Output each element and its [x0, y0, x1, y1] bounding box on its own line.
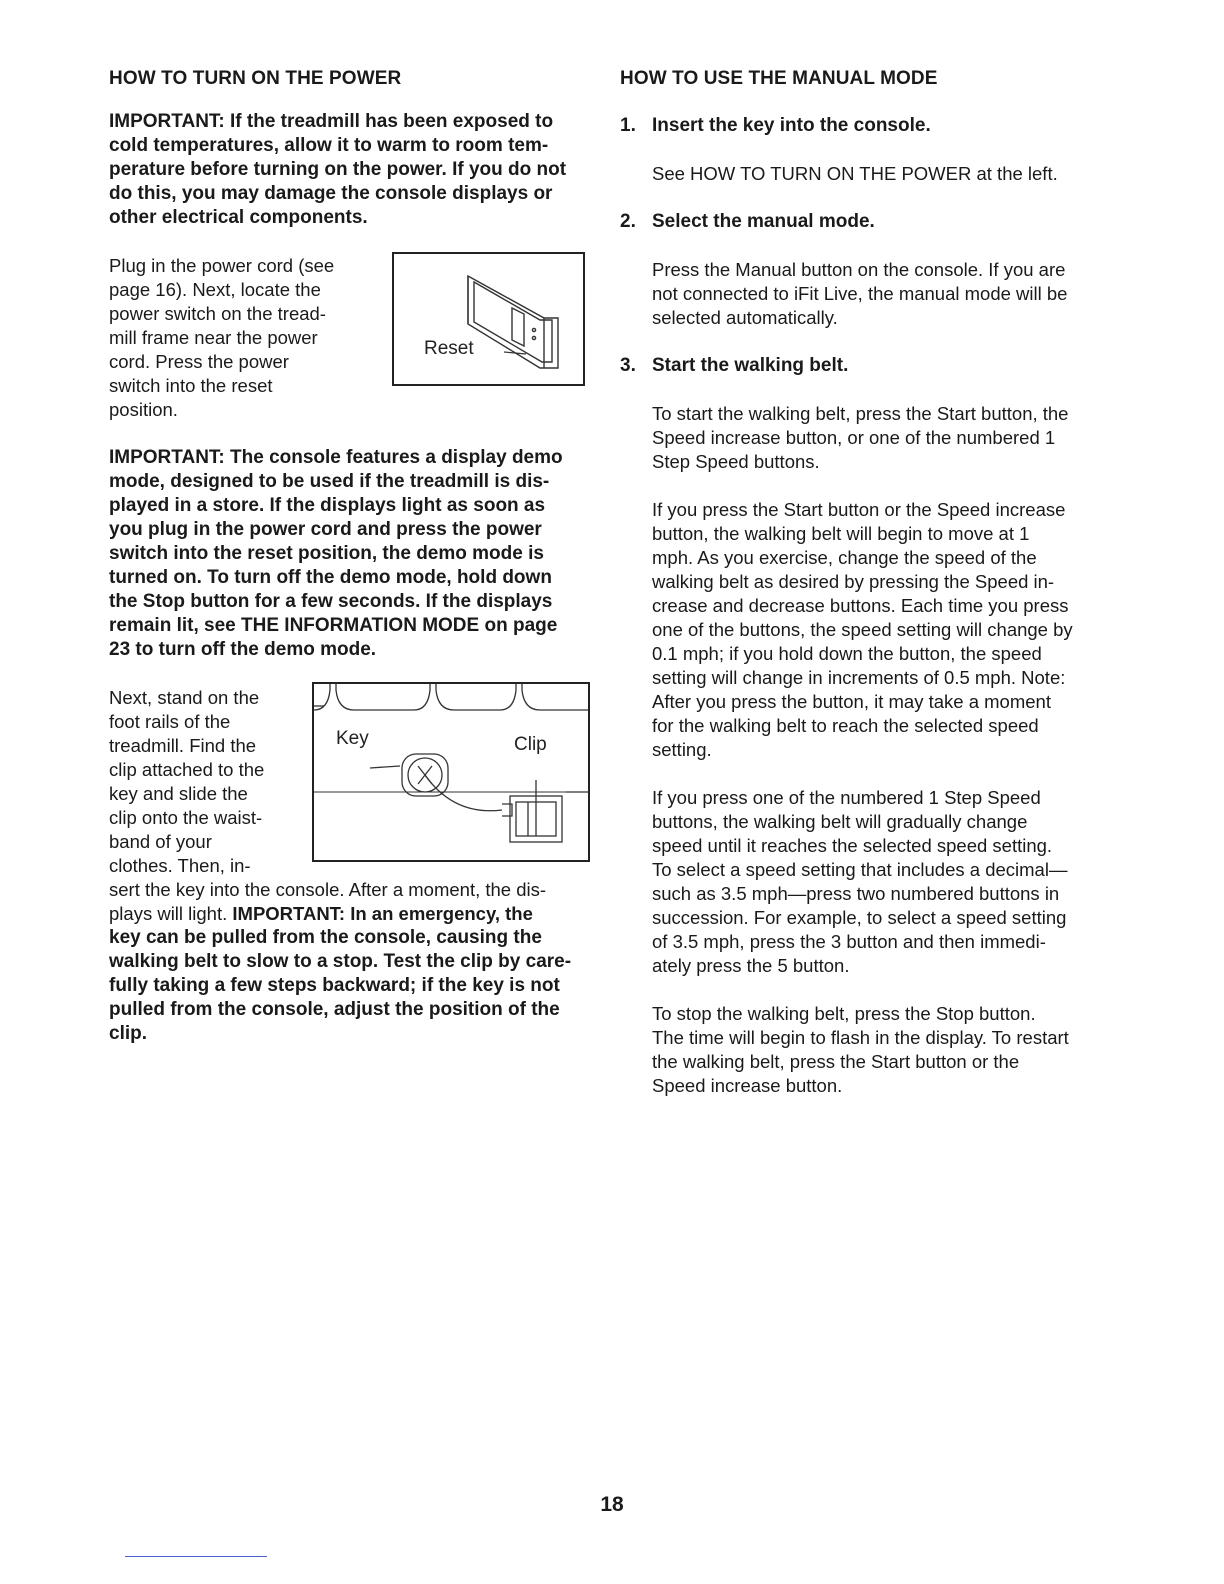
step-body	[652, 402, 1110, 1098]
manual-mode-heading: HOW TO USE THE MANUAL MODE	[620, 68, 938, 89]
paragraph: If you press the Start button or the Speed increase button, the walking belt will begin to move at 1 mph. As you exercise, change the speed of the walking belt as desired by pressing the Speed in- crease and decrease buttons. Each time you press one of the buttons, the speed setting will change by 0.1 mph; if you hold down the button, the speed setting will change in increments of 0.5 mph. Note: After you press the button, it may take a moment for the walking belt to reach the selected speed setting.	[652, 499, 1073, 760]
important-cold-warning: IMPORTANT: If the treadmill has been exposed to cold temperatures, allow it to warm to room tem- perature before turning on the power. If you do not do this, you may damage the console displays or other electrical components.	[109, 111, 567, 228]
step-body: See HOW TO TURN ON THE POWER at the left.	[652, 163, 1058, 184]
key-clip-illustration	[314, 684, 588, 860]
plug-in-text: Plug in the power cord (see page 16). Next, locate the power switch on the tread- mill frame near the power cord. Press the power switch into the reset position.	[109, 255, 335, 420]
power-switch-illustration	[394, 254, 583, 384]
step-1	[620, 114, 1110, 186]
step-number: 1.	[620, 115, 636, 136]
step-body: Press the Manual button on the console. If you are not connected to iFit Live, the manual mode will be selected automatically.	[652, 259, 1068, 328]
important-demo-mode: IMPORTANT: The console features a display demo mode, designed to be used if the treadmill is dis- played in a store. If the displays light as soon as you plug in the power cord and press the power switch into the reset position, the demo mode is turned on. To turn off the demo mode, hold down the Stop button for a few seconds. If the displays remain lit, see THE INFORMATION MODE on page 23 to turn off the demo mode.	[109, 447, 563, 660]
plug-in-section	[109, 254, 591, 446]
step-title: Insert the key into the console.	[652, 115, 931, 136]
step-2	[620, 210, 1110, 330]
key-clip-figure	[312, 682, 590, 862]
reset-switch-figure	[392, 252, 585, 386]
left-column	[109, 68, 591, 1046]
safety-key-section	[109, 686, 591, 1046]
power-heading: HOW TO TURN ON THE POWER	[109, 68, 402, 89]
step-title: Select the manual mode.	[652, 211, 875, 232]
paragraph: To start the walking belt, press the Start button, the Speed increase button, or one of the numbered 1 Step Speed buttons.	[652, 403, 1069, 472]
safety-key-text: Next, stand on the foot rails of the treadmill. Find the clip attached to the key and slide the clip onto the waist- band of your clothes. Then, in- sert the key into the console. After a moment, the dis- plays will light. IMPORTANT: In an emergency, the key can be pulled from the console, causing the walking belt to slow to a stop. Test the clip by care- fully taking a few steps backward; if the key is not pulled from the console, adjust the position of the clip.	[109, 687, 572, 1044]
step-title: Start the walking belt.	[652, 355, 849, 376]
step-3	[620, 354, 1110, 1098]
reset-label: Reset	[424, 338, 474, 359]
step-number: 3.	[620, 355, 636, 376]
paragraph: If you press one of the numbered 1 Step Speed buttons, the walking belt will gradually change speed until it reaches the selected speed setting. To select a speed setting that includes a decimal— such as 3.5 mph—press two numbered buttons in succession. For example, to select a speed setting of 3.5 mph, press the 3 button and then immedi- ately press the 5 button.	[652, 787, 1068, 976]
right-column	[620, 68, 1110, 1098]
footer-rule	[125, 1556, 267, 1557]
clip-label: Clip	[514, 734, 547, 755]
page-number: 18	[600, 1493, 624, 1516]
key-label: Key	[336, 728, 369, 749]
step-number: 2.	[620, 211, 636, 232]
paragraph: To stop the walking belt, press the Stop button. The time will begin to flash in the display. To restart the walking belt, press the Start button or the Speed increase button.	[652, 1003, 1069, 1096]
